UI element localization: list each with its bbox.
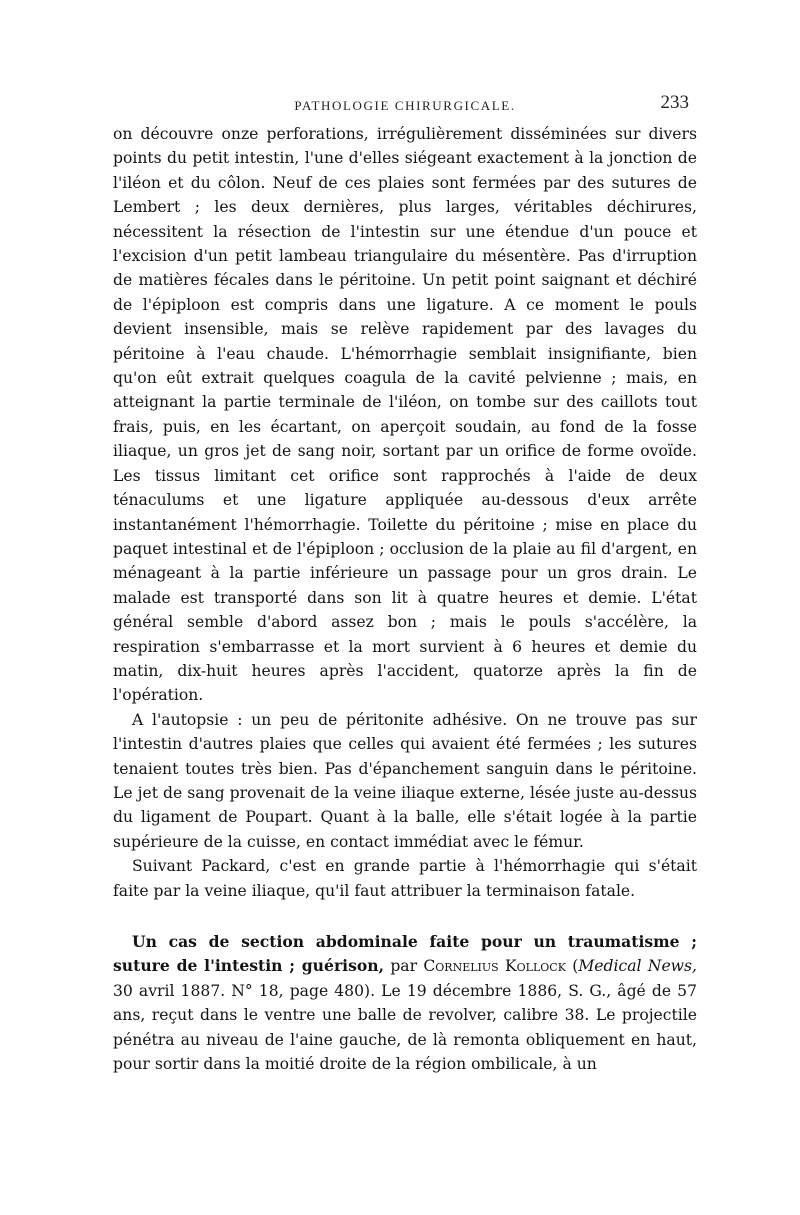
article-entry	[113, 930, 697, 1076]
citation-details: 30 avril 1887. N° 18, page 480).	[113, 981, 376, 1000]
citation-open: (	[565, 957, 579, 976]
running-title: PATHOLOGIE CHIRURGICALE.	[294, 98, 516, 113]
running-header	[113, 92, 697, 122]
author-prefix: par	[384, 957, 424, 976]
journal-name: Medical News,	[578, 957, 697, 976]
article-text: Le 19 décembre 1886, S. G., âgé de 57 ans, reçut dans le ventre une balle de revolver, calibre 38. Le projectile pénétra au niveau de l'aine gauche, de là remonta obliquement en haut, pour sortir dans la moitié droite de la région ombilicale, à un	[113, 981, 698, 1074]
paragraph-autopsy: A l'autopsie : un peu de péritonite adhésive. On ne trouve pas sur l'intestin d'autres plaies que celles qui avaient été fermées ; les sutures tenaient toutes très bien. Pas d'épanchement sanguin dans le péritoine. Le jet de sang provenait de la veine iliaque externe, lésée juste au-dessus du ligament de Poupart. Quant à la balle, elle s'était logée à la partie supérieure de la cuisse, en contact immédiat avec le fémur.	[113, 710, 697, 851]
page-number: 233	[660, 92, 689, 113]
document-page	[113, 92, 697, 1076]
paragraph-case-continuation: on découvre onze perforations, irrégulièrement disséminées sur divers points du petit intestin, l'une d'elles siégeant exactement à la jonction de l'iléon et du côlon. Neuf de ces plaies sont fermées par des sutures de Lembert ; les deux dernières, plus larges, véritables déchirures, nécessitent la résection de l'intestin sur une étendue d'un pouce et l'excision d'un petit lambeau triangulaire du mésentère. Pas d'irruption de matières fécales dans le péritoine. Un petit point saignant et déchiré de l'épiploon est compris dans une ligature. A ce moment le pouls devient insensible, mais se relève rapidement par des lavages du péritoine à l'eau chaude. L'hémorrhagie semblait insignifiante, bien qu'on eût extrait quelques coagula de la cavité pelvienne ; mais, en atteignant la partie terminale de l'iléon, on tombe sur des caillots tout frais, puis, en les écartant, on aperçoit soudain, au fond de la fosse iliaque, un gros jet de sang noir, sortant par un orifice de forme ovoïde. Les tissus limitant cet orifice sont rapprochés à l'aide de deux ténaculums et une ligature appliquée au-dessous d'eux arrête instantanément l'hémorrhagie. Toilette du péritoine ; mise en place du paquet intestinal et de l'épiploon ; occlusion de la plaie au fil d'argent, en ménageant à la partie inférieure un passage pour un gros drain. Le malade est transporté dans son lit à quatre heures et demie. L'état général semble d'abord assez bon ; mais le pouls s'accélère, la respiration s'embarrasse et la mort survient à 6 heures et demie du matin, dix-huit heures après l'accident, quatorze après la fin de l'opération.	[113, 125, 697, 705]
paragraph-conclusion: Suivant Packard, c'est en grande partie à l'hémorrhagie qui s'était faite par la veine iliaque, qu'il faut attribuer la terminaison fatale.	[113, 857, 697, 900]
section-break	[113, 903, 697, 930]
body-text	[113, 122, 697, 1076]
article-author: Cornelius Kollock	[423, 957, 566, 976]
article-title: Un cas de section abdominale faite pour un traumatisme ; suture de l'intestin ; guérison,	[113, 932, 697, 976]
